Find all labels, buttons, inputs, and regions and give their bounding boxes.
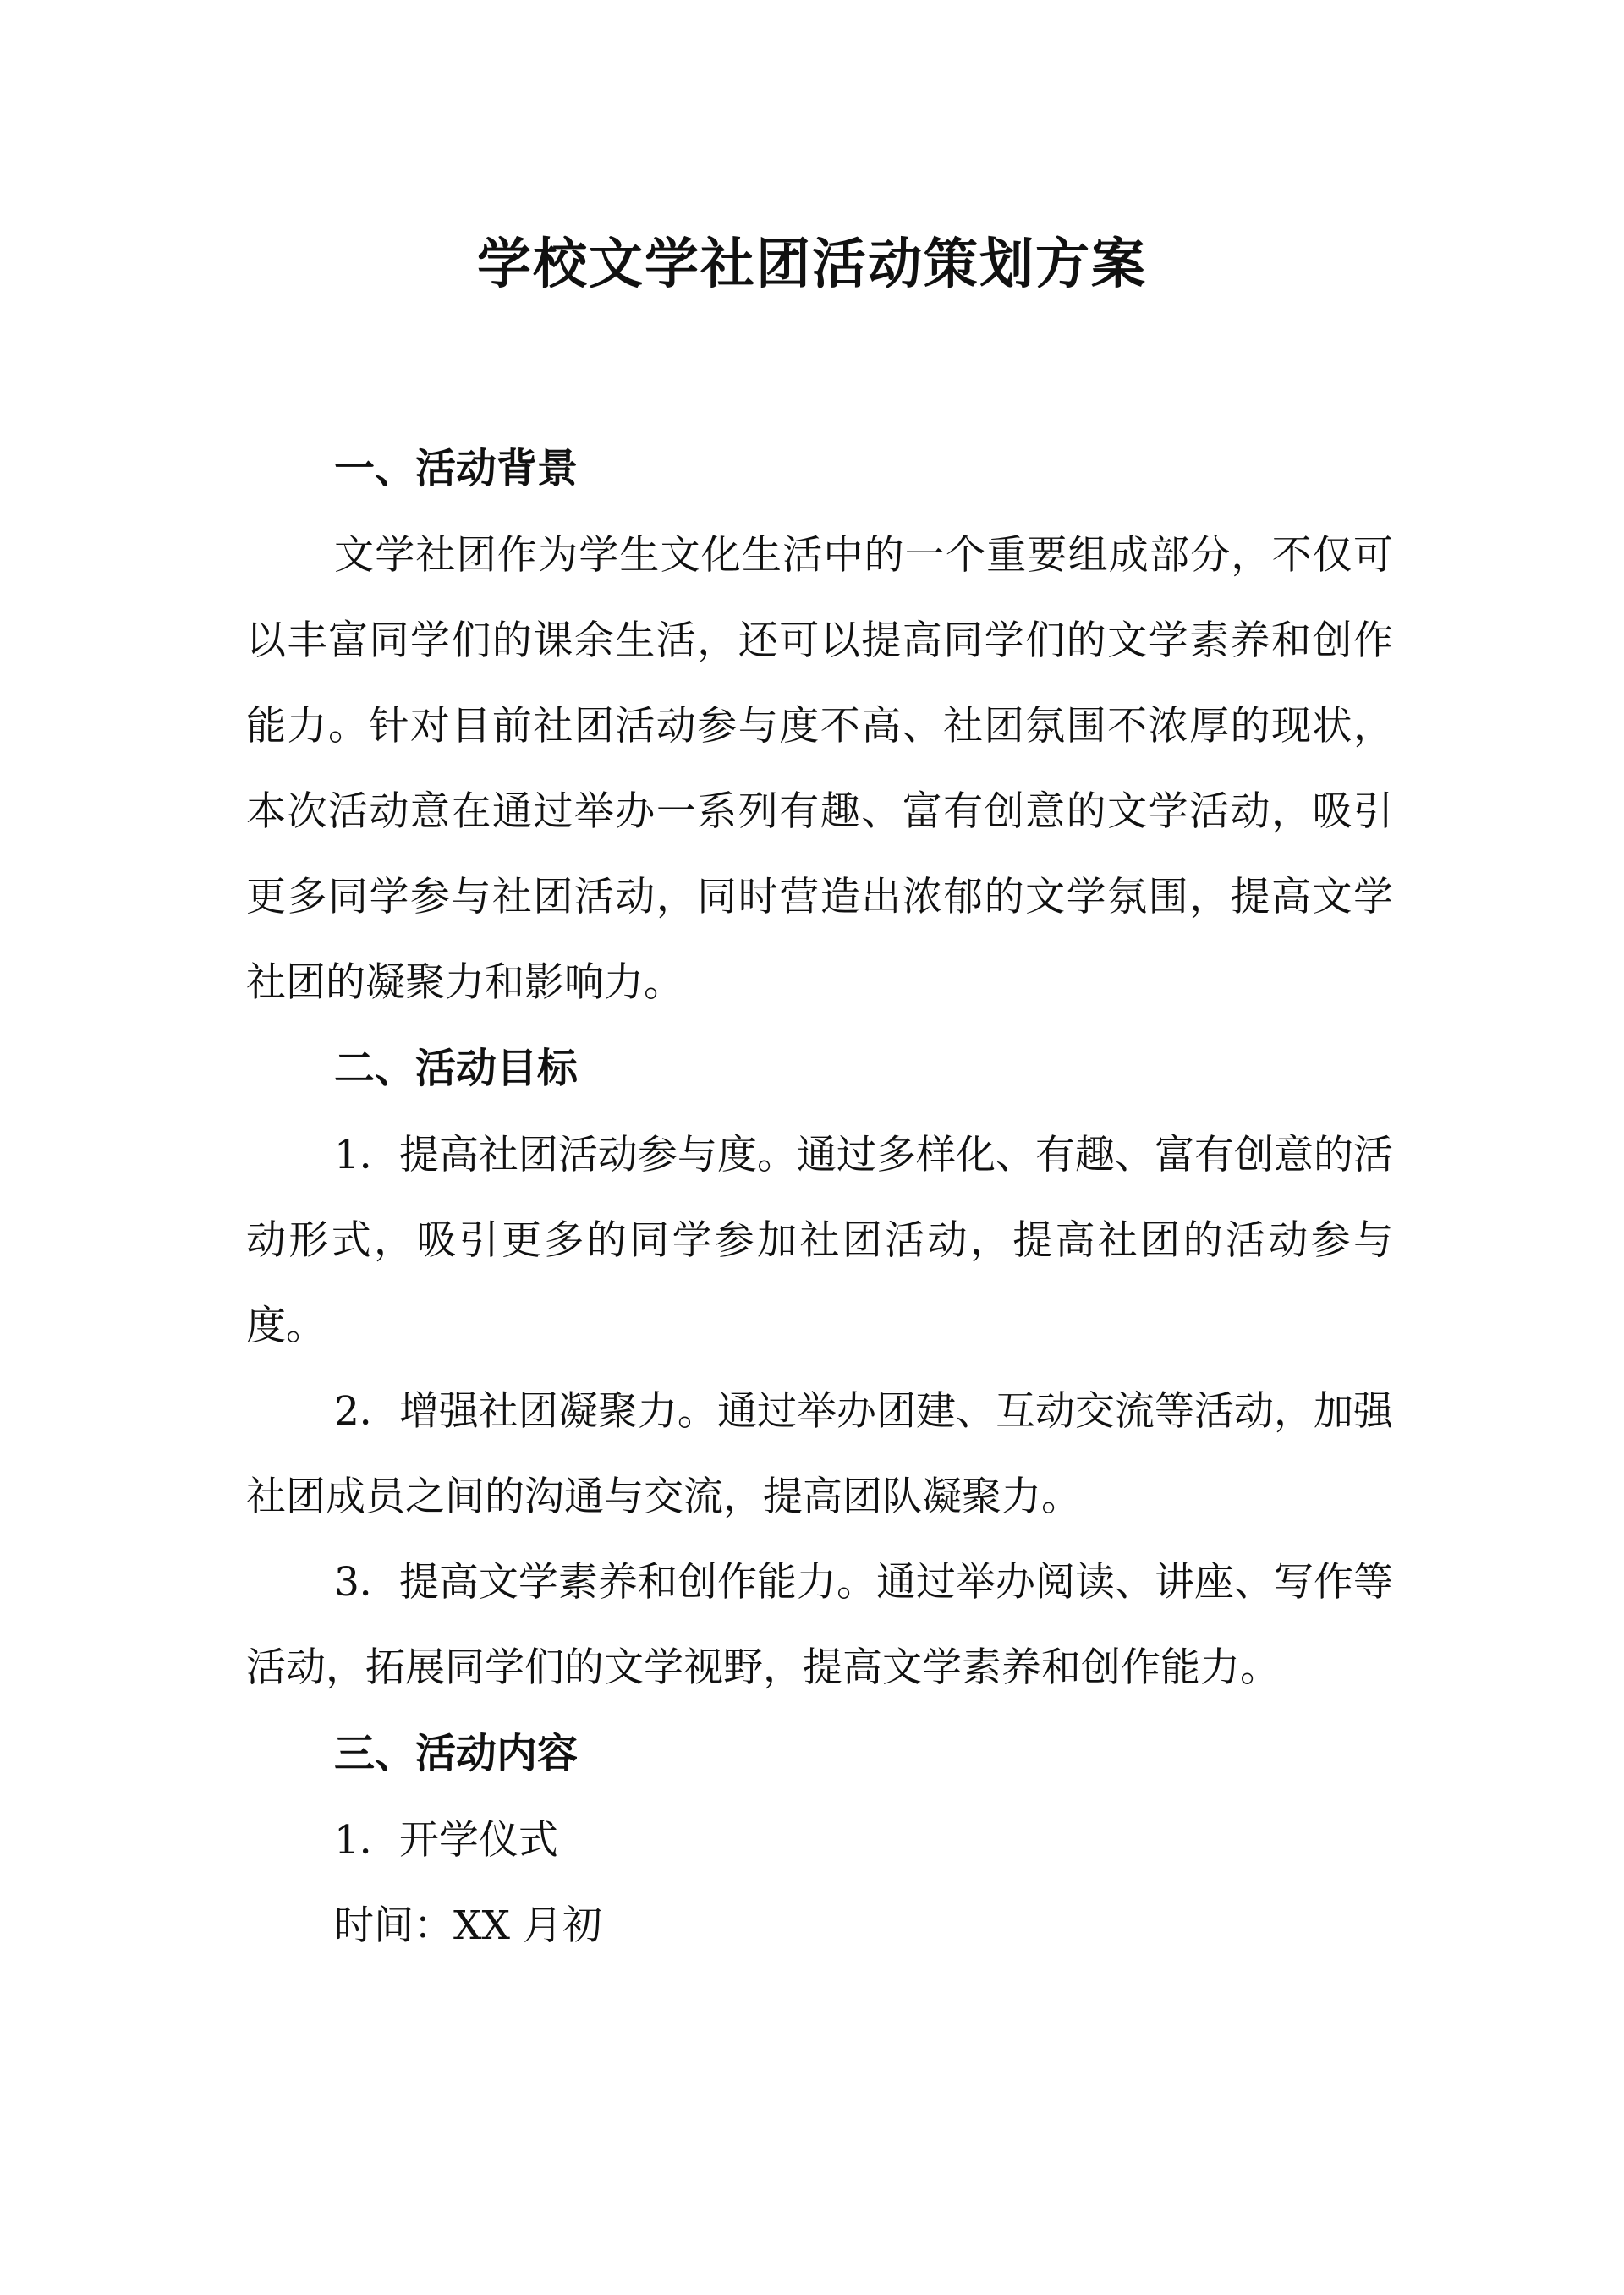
section-goals <box>246 1025 1393 1710</box>
content-detail: 时间：XX 月初 <box>334 1902 602 1949</box>
document-title: 学校文学社团活动策划方案 <box>477 233 1147 296</box>
goal-item: 3．提高文学素养和创作能力。通过举办阅读、讲座、写作等活动，拓展同学们的文学视野，提高文学素养和创作能力。 <box>246 1559 1393 1691</box>
section-heading: 二、活动目标 <box>334 1045 579 1092</box>
section-background <box>246 426 1393 1025</box>
document-body <box>246 426 1393 1968</box>
section-content <box>246 1710 1393 1968</box>
section-heading: 三、活动内容 <box>334 1730 579 1777</box>
section-heading: 一、活动背景 <box>334 445 579 492</box>
content-item: 1．开学仪式 <box>334 1817 558 1864</box>
goal-item: 1．提高社团活动参与度。通过多样化、有趣、富有创意的活动形式，吸引更多的同学参加社团活动，提高社团的活动参与度。 <box>246 1132 1393 1349</box>
goal-item: 2．增强社团凝聚力。通过举办团建、互动交流等活动，加强社团成员之间的沟通与交流，提高团队凝聚力。 <box>246 1388 1393 1520</box>
paragraph: 文学社团作为学生文化生活中的一个重要组成部分，不仅可以丰富同学们的课余生活，还可以提高同学们的文学素养和创作能力。针对目前社团活动参与度不高、社团氛围不浓厚的现状，本次活动意在通过举办一系列有趣、富有创意的文学活动，吸引更多同学参与社团活动，同时营造出浓郁的文学氛围，提高文学社团的凝聚力和影响力。 <box>246 532 1393 1006</box>
